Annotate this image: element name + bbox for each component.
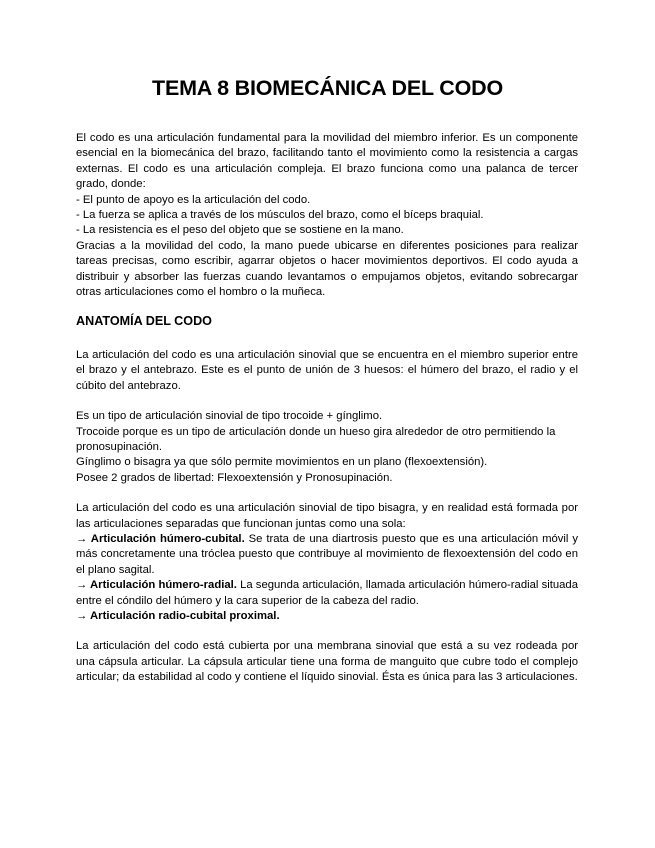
joint-description: La segunda articulación, llamada articulación húmero-radial situada entre el cóndilo del húmero y la cara superior de la cabeza del radio. [76, 579, 578, 607]
anatomy-paragraph-3: La articulación del codo es una articulación sinovial de tipo bisagra, y en realidad está formada por las articulaciones separadas que funcionan juntas como una sola: [76, 502, 578, 530]
type-line: Trocoide porque es un tipo de articulación donde un hueso gira alrededor de otro permitiendo la pronosupinación. [76, 425, 556, 453]
bullet-item: - La resistencia es el peso del objeto que se sostiene en la mano. [76, 224, 404, 237]
spacer [76, 394, 578, 409]
spacer [76, 486, 578, 501]
intro-paragraph: El codo es una articulación fundamental para la movilidad del miembro inferior. Es un componente esencial en la biomecánica del brazo, facilitando tanto el movimiento como la resistencia a cargas externas. El codo es una articulación compleja. El brazo funciona como una palanca de tercer grado, donde: [76, 132, 578, 191]
joint-description: Se trata de una diartrosis puesto que es una articulación móvil y más concretamente una tróclea puesto que contribuye al movimiento de flexoextensión del codo en el plano sagital. [76, 532, 578, 576]
joint-name: → Articulación húmero-radial. [76, 579, 237, 592]
intro-paragraph-2: Gracias a la movilidad del codo, la mano puede ubicarse en diferentes posiciones para realizar tareas precisas, como escribir, agarrar objetos o hacer movimientos deportivos. El codo ayuda a distribuir y absorber las fuerzas cuando levantamos o empujamos objetos, evitando sobrecargar otras articulaciones como el hombro o la muñeca. [76, 239, 578, 299]
bullet-item: - El punto de apoyo es la articulación del codo. [76, 193, 311, 206]
type-line: Posee 2 grados de libertad: Flexoextensión y Pronosupinación. [76, 471, 393, 484]
anatomy-paragraph: La articulación del codo es una articulación sinovial que se encuentra en el miembro superior entre el brazo y el antebrazo. Este es el punto de unión de 3 huesos: el húmero del brazo, el radio y el cúbito del antebrazo. [76, 348, 578, 392]
joint-name: → Articulación húmero-cubital. [76, 532, 245, 545]
page-title: TEMA 8 BIOMECÁNICA DEL CODO [152, 76, 503, 100]
section-heading-anatomy: ANATOMÍA DEL CODO [76, 314, 212, 329]
joint-name: → Articulación radio-cubital proximal. [76, 609, 280, 622]
anatomy-paragraph-4: La articulación del codo está cubierta por una membrana sinovial que está a su vez rodeada por una cápsula articular. La cápsula articular tiene una forma de manguito que cubre todo el complejo articular; da estabilidad al codo y contiene el líquido sinovial. Ésta es única para las 3 articulaciones. [76, 640, 578, 684]
joint-item [76, 532, 578, 578]
type-line: Es un tipo de articulación sinovial de tipo trocoide + gínglimo. [76, 410, 383, 423]
joint-item [76, 578, 578, 609]
joint-item [76, 609, 578, 624]
bullet-item: - La fuerza se aplica a través de los músculos del brazo, como el bíceps braquial. [76, 209, 484, 222]
document-body [76, 131, 578, 686]
spacer [76, 624, 578, 639]
type-line: Gínglimo o bisagra ya que sólo permite movimientos en un plano (flexoextensión). [76, 456, 488, 469]
